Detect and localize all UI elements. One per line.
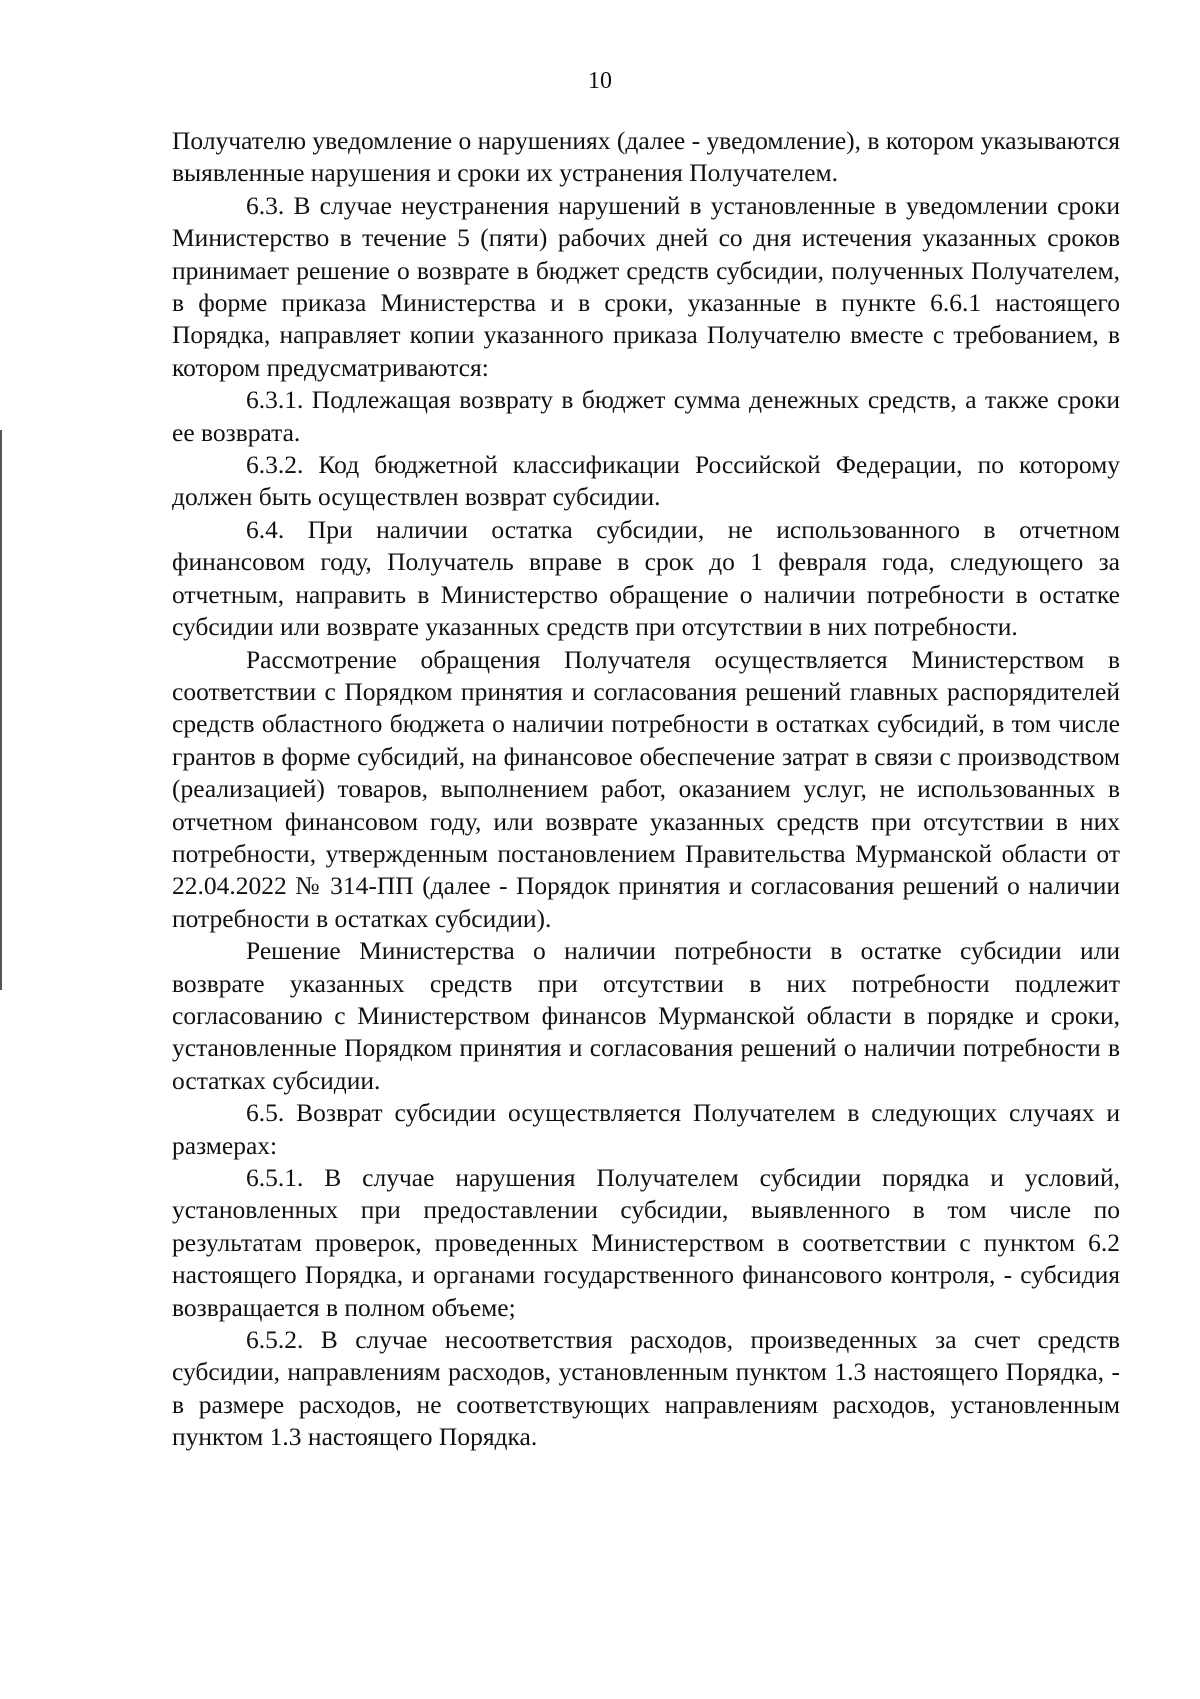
paragraph-6-4-decision: Решение Министерства о наличии потребности в остатке субсидии или возврате указанных средств при отсутствии в них потребности подлежит согласованию с Министерством финансов Мурманской области в порядке и сроки, установленные Порядком принятия и согласования решений о наличии потребности в остатках субсидии. <box>172 936 1120 1095</box>
document-body <box>172 125 1120 1454</box>
paragraph-6-3-2: 6.3.2. Код бюджетной классификации Российской Федерации, по которому должен быть осуществлен возврат субсидии. <box>172 450 1120 512</box>
paragraph-6-5-1: 6.5.1. В случае нарушения Получателем субсидии порядка и условий, установленных при предоставлении субсидии, выявленного в том числе по результатам проверок, проведенных Министерством в соответствии с пунктом 6.2 настоящего Порядка, и органами государственного финансового контроля, - субсидия возвращается в полном объеме; <box>172 1163 1120 1322</box>
paragraph-6-4: 6.4. При наличии остатка субсидии, не использованного в отчетном финансовом году, Получатель вправе в срок до 1 февраля года, следующего за отчетным, направить в Министерство обращение о наличии потребности в остатке субсидии или возврате указанных средств при отсутствии в них потребности. <box>172 514 1120 642</box>
paragraph-6-3: 6.3. В случае неустранения нарушений в установленные в уведомлении сроки Министерство в течение 5 (пяти) рабочих дней со дня истечения указанных сроков принимает решение о возврате в бюджет средств субсидии, полученных Получателем, в форме приказа Министерства и в сроки, указанные в пункте 6.6.1 настоящего Порядка, направляет копии указанного приказа Получателю вместе с требованием, в котором предусматриваются: <box>172 190 1120 382</box>
page-number: 10 <box>588 68 612 94</box>
paragraph-6-5: 6.5. Возврат субсидии осуществляется Получателем в следующих случаях и размерах: <box>172 1098 1120 1160</box>
paragraph-6-3-1: 6.3.1. Подлежащая возврату в бюджет сумма денежных средств, а также сроки ее возврата. <box>172 385 1120 447</box>
paragraph-continuation: Получателю уведомление о нарушениях (далее - уведомление), в котором указываются выявленные нарушения и сроки их устранения Получателем. <box>172 126 1120 188</box>
scan-edge-mark <box>0 430 2 990</box>
paragraph-6-5-2: 6.5.2. В случае несоответствия расходов, произведенных за счет средств субсидии, направлениям расходов, установленным пунктом 1.3 настоящего Порядка, - в размере расходов, не соответствующих направлениям расходов, установленным пунктом 1.3 настоящего Порядка. <box>172 1325 1120 1452</box>
paragraph-6-4-review: Рассмотрение обращения Получателя осуществляется Министерством в соответствии с Порядком принятия и согласования решений главных распорядителей средств областного бюджета о наличии потребности в остатках субсидий, в том числе грантов в форме субсидий, на финансовое обеспечение затрат в связи с производством (реализацией) товаров, выполнением работ, оказанием услуг, не использованных в отчетном финансовом году, или возврате указанных средств при отсутствии в них потребности, утвержденным постановлением Правительства Мурманской области от 22.04.2022 № 314-ПП (далее - Порядок принятия и согласования решений о наличии потребности в остатках субсидии). <box>172 644 1120 933</box>
